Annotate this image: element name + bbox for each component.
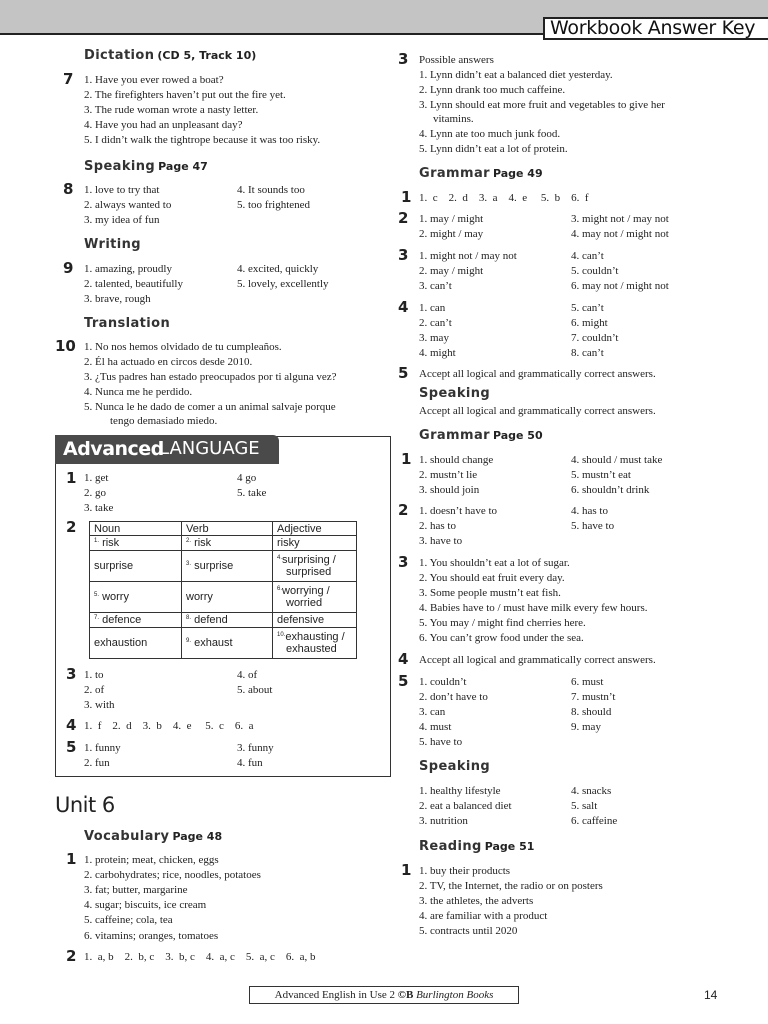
exercise-number: 1 xyxy=(401,188,412,206)
answer-line: 2. can’t xyxy=(419,317,452,329)
page-header-title: Workbook Answer Key xyxy=(543,17,768,40)
table-cell: $^{9.}$ exhaust xyxy=(182,628,273,659)
answer-line: 1. might not / may not xyxy=(419,250,517,262)
exercise-number: 2 xyxy=(66,518,77,536)
page-number: 14 xyxy=(704,988,718,1002)
answer-line: 5. take xyxy=(237,487,267,499)
table-cell: $^{10.}$exhausting / exhausted xyxy=(273,628,357,659)
answer-line: 1. c 2. d 3. a 4. e 5. b 6. f xyxy=(419,192,589,204)
answer-line: 3. with xyxy=(84,699,115,711)
answer-line: 4. of xyxy=(237,669,258,681)
table-cell: defensive xyxy=(273,613,357,628)
answer-line: 3. The rude woman wrote a nasty letter. xyxy=(84,104,259,116)
table-header-row xyxy=(90,522,357,536)
section-title: Speaking xyxy=(84,159,156,174)
table-cell: $^{7.}$ defence xyxy=(90,613,182,628)
table-header: Adjective xyxy=(273,522,357,536)
exercise-number: 1 xyxy=(66,850,77,868)
answer-line: 5. about xyxy=(237,684,273,696)
exercise-number: 2 xyxy=(66,947,77,965)
section-title: Speaking xyxy=(419,386,491,401)
exercise-number: 5 xyxy=(398,672,409,690)
answer-line: 2. Él ha actuado en circos desde 2010. xyxy=(84,356,253,368)
section-page: Page 47 xyxy=(158,160,208,173)
answer-line: 3. may xyxy=(419,332,449,344)
answer-line: tengo demasiado miedo. xyxy=(110,415,218,427)
answer-line: 6. may not / might not xyxy=(571,280,669,292)
answer-line: 4. It sounds too xyxy=(237,184,305,196)
answer-line: 1. doesn’t have to xyxy=(419,505,498,517)
exercise-number: 7 xyxy=(63,70,74,88)
answer-line: 1. should change xyxy=(419,454,494,466)
answer-line: 2. You should eat fruit every day. xyxy=(419,572,565,584)
section-title: Grammar xyxy=(419,428,490,443)
table-cell: exhaustion xyxy=(90,628,182,659)
unit-heading: Unit 6 xyxy=(55,793,115,817)
exercise-number: 1 xyxy=(401,861,412,879)
answer-line: 2. of xyxy=(84,684,105,696)
answer-line: 1. a, b 2. b, c 3. b, c 4. a, c 5. a, c 6. a, b xyxy=(84,951,316,963)
exercise-number: 10 xyxy=(55,337,76,355)
answer-line: 1. f 2. d 3. b 4. e 5. c 6. a xyxy=(84,720,254,732)
footer-publisher: Burlington Books xyxy=(416,989,494,1001)
answer-line: 3. Lynn should eat more fruit and vegetables to give her xyxy=(419,99,665,111)
section-writing xyxy=(84,237,141,252)
answer-line: 5. You may / might find cherries here. xyxy=(419,617,586,629)
table-cell: $^{4.}$surprising / surprised xyxy=(273,551,357,582)
answer-line: 2. go xyxy=(84,487,106,499)
exercise-number: 9 xyxy=(63,259,74,277)
section-speaking-2 xyxy=(419,759,490,774)
table-header: Noun xyxy=(90,522,182,536)
section-reading xyxy=(419,839,534,854)
answer-line: 1. get xyxy=(84,472,109,484)
table-cell: $^{2.}$ risk xyxy=(182,536,273,551)
answer-line: 4. should / must take xyxy=(571,454,663,466)
exercise-number: 3 xyxy=(66,665,77,683)
section-title: Dictation xyxy=(84,48,155,63)
answer-line: 1. funny xyxy=(84,742,121,754)
answer-line: 5. have to xyxy=(419,736,463,748)
section-translation xyxy=(84,316,170,331)
answer-line: 1. Lynn didn’t eat a balanced diet yesterday. xyxy=(419,69,613,81)
answer-line: 1. You shouldn’t eat a lot of sugar. xyxy=(419,557,570,569)
word-family-table xyxy=(89,521,357,659)
answer-line: 8. should xyxy=(571,706,612,718)
table-row xyxy=(90,536,357,551)
exercise-number: 2 xyxy=(398,209,409,227)
answer-line: 1. No nos hemos olvidado de tu cumpleaños. xyxy=(84,341,282,353)
answer-line: 2. TV, the Internet, the radio or on posters xyxy=(419,880,603,892)
answer-line: 7. couldn’t xyxy=(571,332,619,344)
answer-line: 1. may / might xyxy=(419,213,484,225)
burlington-logo: ©B xyxy=(397,989,414,1001)
answer-line: 2. eat a balanced diet xyxy=(419,800,512,812)
answer-line: 4. has to xyxy=(571,505,608,517)
table-cell: surprise xyxy=(90,551,182,582)
answer-line: 6. caffeine xyxy=(571,815,618,827)
answer-line: 4 go xyxy=(237,472,257,484)
table-cell: $^{3.}$ surprise xyxy=(182,551,273,582)
answer-line: 3. fat; butter, margarine xyxy=(84,884,188,896)
section-page: Page 49 xyxy=(492,167,543,180)
answer-line: 4. sugar; biscuits, ice cream xyxy=(84,899,207,911)
answer-line: 3. have to xyxy=(419,535,463,547)
answer-line: 1. protein; meat, chicken, eggs xyxy=(84,854,219,866)
exercise-number: 4 xyxy=(398,298,409,316)
exercise-number: 1 xyxy=(401,450,412,468)
answer-line: 6. You can’t grow food under the sea. xyxy=(419,632,584,644)
answer-line: 1. to xyxy=(84,669,104,681)
section-title: Translation xyxy=(84,316,171,331)
answer-line: 3. brave, rough xyxy=(84,293,151,305)
answer-line: 3. Some people mustn’t eat fish. xyxy=(419,587,561,599)
section-page: Page 51 xyxy=(484,840,535,853)
section-grammar-50 xyxy=(419,428,543,443)
answer-line: 2. may / might xyxy=(419,265,484,277)
table-cell: worry xyxy=(182,582,273,613)
exercise-number: 8 xyxy=(63,180,74,198)
answer-line: 3. funny xyxy=(237,742,274,754)
answer-line: 3. the athletes, the adverts xyxy=(419,895,534,907)
answer-line: 5. mustn’t eat xyxy=(571,469,631,481)
banner-title-light: LANGUAGE xyxy=(159,438,260,459)
answer-line: 4. Nunca me he perdido. xyxy=(84,386,193,398)
answer-line: 3. might not / may not xyxy=(571,213,669,225)
answer-line: 8. can’t xyxy=(571,347,604,359)
exercise-number: 1 xyxy=(66,469,77,487)
answer-line: 2. mustn’t lie xyxy=(419,469,478,481)
answer-line: 3. should join xyxy=(419,484,480,496)
answer-line: 9. may xyxy=(571,721,601,733)
answer-line: 6. shouldn’t drink xyxy=(571,484,650,496)
table-cell: $^{6.}$worrying / worried xyxy=(273,582,357,613)
section-title: Grammar xyxy=(419,166,490,181)
exercise-number: 2 xyxy=(398,501,409,519)
section-title: Vocabulary xyxy=(84,829,170,844)
answer-line: Possible answers xyxy=(419,54,494,66)
section-page: (CD 5, Track 10) xyxy=(157,49,257,62)
answer-line: 1. amazing, proudly xyxy=(84,263,172,275)
answer-line: 2. Lynn drank too much caffeine. xyxy=(419,84,566,96)
answer-line: 3. take xyxy=(84,502,114,514)
answer-line: 1. love to try that xyxy=(84,184,160,196)
table-header: Verb xyxy=(182,522,273,536)
table-row xyxy=(90,582,357,613)
answer-line: 2. might / may xyxy=(419,228,484,240)
answer-line: 5. couldn’t xyxy=(571,265,619,277)
answer-line: 7. mustn’t xyxy=(571,691,616,703)
banner-title-bold: Advanced xyxy=(63,438,164,460)
exercise-number: 3 xyxy=(398,246,409,264)
answer-line: 4. might xyxy=(419,347,456,359)
answer-line: 5. too frightened xyxy=(237,199,311,211)
answer-line: 1. couldn’t xyxy=(419,676,467,688)
section-page: Page 50 xyxy=(492,429,543,442)
answer-line: 2. don’t have to xyxy=(419,691,488,703)
answer-line: 5. lovely, excellently xyxy=(237,278,329,290)
answer-line: Accept all logical and grammatically correct answers. xyxy=(419,654,656,666)
answer-line: vitamins. xyxy=(433,113,474,125)
section-dictation xyxy=(84,48,256,63)
answer-line: 5. contracts until 2020 xyxy=(419,925,518,937)
answer-line: 6. vitamins; oranges, tomatoes xyxy=(84,930,219,942)
answer-line: 5. have to xyxy=(571,520,615,532)
answer-line: 2. talented, beautifully xyxy=(84,278,183,290)
answer-line: 4. can’t xyxy=(571,250,604,262)
answer-line: 2. fun xyxy=(84,757,110,769)
answer-line: 2. always wanted to xyxy=(84,199,172,211)
answer-line: 1. buy their products xyxy=(419,865,511,877)
exercise-number: 3 xyxy=(398,553,409,571)
exercise-number: 5 xyxy=(398,364,409,382)
footer-book-title: Advanced English in Use 2 xyxy=(274,989,395,1001)
answer-line: 2. has to xyxy=(419,520,456,532)
answer-line: Accept all logical and grammatically correct answers. xyxy=(419,368,656,380)
section-title: Speaking xyxy=(419,759,491,774)
answer-line: 4. Have you had an unpleasant day? xyxy=(84,119,243,131)
table-cell: $^{8.}$ defend xyxy=(182,613,273,628)
answer-line: 5. Lynn didn’t eat a lot of protein. xyxy=(419,143,568,155)
footer-box xyxy=(249,986,519,1004)
answer-line: 1. Have you ever rowed a boat? xyxy=(84,74,224,86)
exercise-number: 5 xyxy=(66,738,77,756)
answer-line: 6. might xyxy=(571,317,608,329)
answer-line: 3. can’t xyxy=(419,280,452,292)
answer-line: 4. excited, quickly xyxy=(237,263,319,275)
answer-line: 4. snacks xyxy=(571,785,612,797)
answer-line: 5. I didn’t walk the tightrope because it was too risky. xyxy=(84,134,321,146)
answer-line: 3. can xyxy=(419,706,446,718)
answer-line: 4. are familiar with a product xyxy=(419,910,548,922)
answer-line: 3. ¿Tus padres han estado preocupados por ti alguna vez? xyxy=(84,371,337,383)
table-cell: $^{1.}$ risk xyxy=(90,536,182,551)
exercise-number: 4 xyxy=(66,716,77,734)
answer-line: 5. can’t xyxy=(571,302,604,314)
table-row xyxy=(90,628,357,659)
answer-line: 2. carbohydrates; rice, noodles, potatoes xyxy=(84,869,261,881)
section-speaking xyxy=(84,159,208,174)
answer-line: 5. salt xyxy=(571,800,598,812)
table-cell: risky xyxy=(273,536,357,551)
answer-line: 4. must xyxy=(419,721,452,733)
table-row xyxy=(90,613,357,628)
advanced-language-banner xyxy=(55,435,279,464)
section-speaking-right xyxy=(419,386,490,401)
answer-line: 3. my idea of fun xyxy=(84,214,160,226)
answer-line: 2. The firefighters haven’t put out the fire yet. xyxy=(84,89,286,101)
answer-line: 6. must xyxy=(571,676,604,688)
answer-line: Accept all logical and grammatically correct answers. xyxy=(419,405,656,417)
section-page: Page 48 xyxy=(172,830,223,843)
exercise-number: 3 xyxy=(398,50,409,68)
answer-line: 4. may not / might not xyxy=(571,228,669,240)
table-row xyxy=(90,551,357,582)
table-cell: $^{5.}$ worry xyxy=(90,582,182,613)
answer-line: 4. Lynn ate too much junk food. xyxy=(419,128,561,140)
answer-line: 1. healthy lifestyle xyxy=(419,785,501,797)
answer-line: 4. Babies have to / must have milk every few hours. xyxy=(419,602,648,614)
section-title: Writing xyxy=(84,237,142,252)
answer-line: 1. can xyxy=(419,302,446,314)
answer-line: 5. caffeine; cola, tea xyxy=(84,914,173,926)
section-vocabulary xyxy=(84,829,222,844)
section-title: Reading xyxy=(419,839,482,854)
answer-line: 5. Nunca le he dado de comer a un animal salvaje porque xyxy=(84,401,336,413)
exercise-number: 4 xyxy=(398,650,409,668)
section-grammar-49 xyxy=(419,166,543,181)
answer-line: 4. fun xyxy=(237,757,263,769)
answer-line: 3. nutrition xyxy=(419,815,468,827)
